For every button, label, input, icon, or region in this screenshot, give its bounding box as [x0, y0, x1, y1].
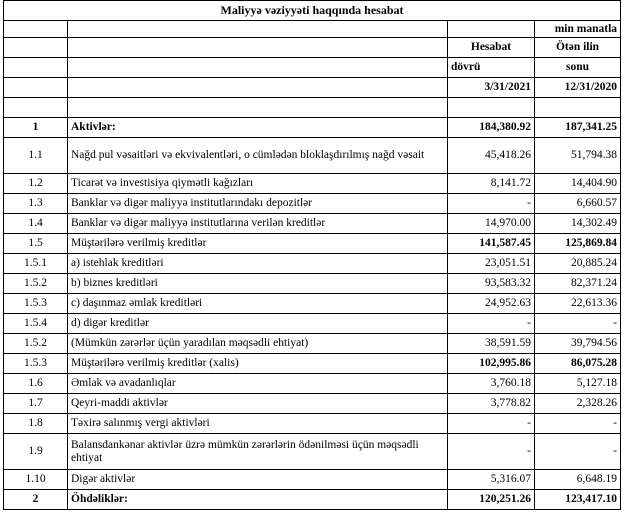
row-label: (Mümkün zərərlər üçün yaradılan məqsədli ehtiyat): [68, 334, 448, 354]
row-code: 1.8: [4, 414, 68, 434]
row-label: Qeyri-maddi aktivlər: [68, 394, 448, 414]
table-row: [4, 234, 621, 254]
col2-header-line2: sonu: [535, 58, 621, 78]
row-code: 1: [4, 118, 68, 138]
row-value-previous: -: [535, 314, 621, 334]
row-label: a) istehlak kreditləri: [68, 254, 448, 274]
row-value-previous: 82,371.24: [535, 274, 621, 294]
blank-cell: [68, 38, 448, 58]
row-value-current: 3,760.18: [448, 374, 535, 394]
row-value-previous: 123,417.10: [535, 490, 621, 510]
row-value-previous: 51,794.38: [535, 138, 621, 174]
row-value-previous: 22,613.36: [535, 294, 621, 314]
table-row: [4, 274, 621, 294]
row-value-current: 184,380.92: [448, 118, 535, 138]
row-value-current: 102,995.86: [448, 354, 535, 374]
row-label: Təxirə salınmış vergi aktivləri: [68, 414, 448, 434]
row-code: 1.5.2: [4, 334, 68, 354]
table-row: [4, 254, 621, 274]
financial-position-table: [3, 0, 621, 510]
table-row: [4, 314, 621, 334]
table-row: [4, 434, 621, 470]
blank-cell: [68, 78, 448, 98]
table-body: [4, 1, 621, 510]
spacer-row: [4, 98, 621, 118]
row-label: Müştərilərə verilmiş kreditlər: [68, 234, 448, 254]
row-value-current: 5,316.07: [448, 470, 535, 490]
blank-cell: [4, 38, 68, 58]
row-value-current: 14,970.00: [448, 214, 535, 234]
row-label: Öhdəliklər:: [68, 490, 448, 510]
col1-header-line1: Hesabat: [448, 38, 535, 58]
row-code: 1.5.1: [4, 254, 68, 274]
table-row: [4, 414, 621, 434]
unit-row: [4, 21, 621, 38]
row-value-current: 3,778.82: [448, 394, 535, 414]
row-code: 1.7: [4, 394, 68, 414]
row-code: 1.3: [4, 194, 68, 214]
blank-cell: [68, 98, 448, 118]
col2-header-line1: Ötən ilin: [535, 38, 621, 58]
row-code: 1.9: [4, 434, 68, 470]
blank-cell: [448, 98, 535, 118]
row-label: Balansdankənar aktivlər üzrə mümkün zərərlərin ödənilməsi üçün məqsədli ehtiyat: [68, 434, 448, 470]
row-label: Aktivlər:: [68, 118, 448, 138]
table-row: [4, 194, 621, 214]
row-code: 1.5.3: [4, 294, 68, 314]
table-row: [4, 470, 621, 490]
blank-cell: [535, 98, 621, 118]
table-row: [4, 118, 621, 138]
row-value-current: 93,583.32: [448, 274, 535, 294]
table-row: [4, 490, 621, 510]
row-code: 2: [4, 490, 68, 510]
row-code: 1.5.4: [4, 314, 68, 334]
row-value-current: 120,251.26: [448, 490, 535, 510]
row-code: 1.2: [4, 174, 68, 194]
row-label: Əmlak və avadanlıqlar: [68, 374, 448, 394]
row-value-previous: 86,075.28: [535, 354, 621, 374]
row-value-current: 141,587.45: [448, 234, 535, 254]
row-label: c) daşınmaz əmlak kreditləri: [68, 294, 448, 314]
report-title: Maliyyə vəziyyəti haqqında hesabat: [4, 1, 621, 21]
row-label: Müştərilərə verilmiş kreditlər (xalis): [68, 354, 448, 374]
row-code: 1.5.3: [4, 354, 68, 374]
table-row: [4, 374, 621, 394]
table-row: [4, 354, 621, 374]
row-value-previous: -: [535, 414, 621, 434]
table-row: [4, 334, 621, 354]
row-label: Banklar və digər maliyyə institutlarına verilən kreditlər: [68, 214, 448, 234]
row-value-current: 45,418.26: [448, 138, 535, 174]
row-value-current: -: [448, 194, 535, 214]
table-row: [4, 394, 621, 414]
row-value-previous: 125,869.84: [535, 234, 621, 254]
header-row-1: [4, 38, 621, 58]
row-value-previous: 6,660.57: [535, 194, 621, 214]
row-value-current: 24,952.63: [448, 294, 535, 314]
row-code: 1.5.2: [4, 274, 68, 294]
row-value-previous: 187,341.25: [535, 118, 621, 138]
blank-cell: [68, 58, 448, 78]
row-value-previous: 6,648.19: [535, 470, 621, 490]
blank-cell: [4, 58, 68, 78]
row-value-previous: -: [535, 434, 621, 470]
row-value-previous: 14,404.90: [535, 174, 621, 194]
row-value-current: -: [448, 414, 535, 434]
col1-header-line2: dövrü: [448, 58, 535, 78]
row-code: 1.4: [4, 214, 68, 234]
row-value-current: -: [448, 434, 535, 470]
col1-date: 3/31/2021: [448, 78, 535, 98]
row-value-previous: 20,885.24: [535, 254, 621, 274]
row-value-previous: 39,794.56: [535, 334, 621, 354]
row-value-current: 23,051.51: [448, 254, 535, 274]
row-label: b) biznes kreditləri: [68, 274, 448, 294]
row-code: 1.1: [4, 138, 68, 174]
blank-cell: [4, 78, 68, 98]
row-value-previous: 2,328.26: [535, 394, 621, 414]
table-row: [4, 138, 621, 174]
row-label: Ticarət və investisiya qiymətli kağızları: [68, 174, 448, 194]
col2-date: 12/31/2020: [535, 78, 621, 98]
row-code: 1.10: [4, 470, 68, 490]
header-row-2: [4, 58, 621, 78]
row-code: 1.5: [4, 234, 68, 254]
header-row-3: [4, 78, 621, 98]
table-row: [4, 174, 621, 194]
row-label: Nağd pul vəsaitləri və ekvivalentləri, o cümlədən bloklaşdırılmış nağd vəsait: [68, 138, 448, 174]
blank-cell: [4, 21, 68, 38]
row-code: 1.6: [4, 374, 68, 394]
blank-cell: [68, 21, 448, 38]
row-label: Digər aktivlər: [68, 470, 448, 490]
row-value-previous: 14,302.49: [535, 214, 621, 234]
table-row: [4, 294, 621, 314]
row-label: d) digər kreditlər: [68, 314, 448, 334]
blank-cell: [4, 98, 68, 118]
blank-cell: [448, 21, 535, 38]
row-value-current: 8,141.72: [448, 174, 535, 194]
row-label: Banklar və digər maliyyə institutlarındakı depozitlər: [68, 194, 448, 214]
table-row: [4, 214, 621, 234]
unit-label: min manatla: [535, 21, 621, 38]
row-value-current: 38,591.59: [448, 334, 535, 354]
title-row: [4, 1, 621, 21]
row-value-previous: 5,127.18: [535, 374, 621, 394]
row-value-current: -: [448, 314, 535, 334]
